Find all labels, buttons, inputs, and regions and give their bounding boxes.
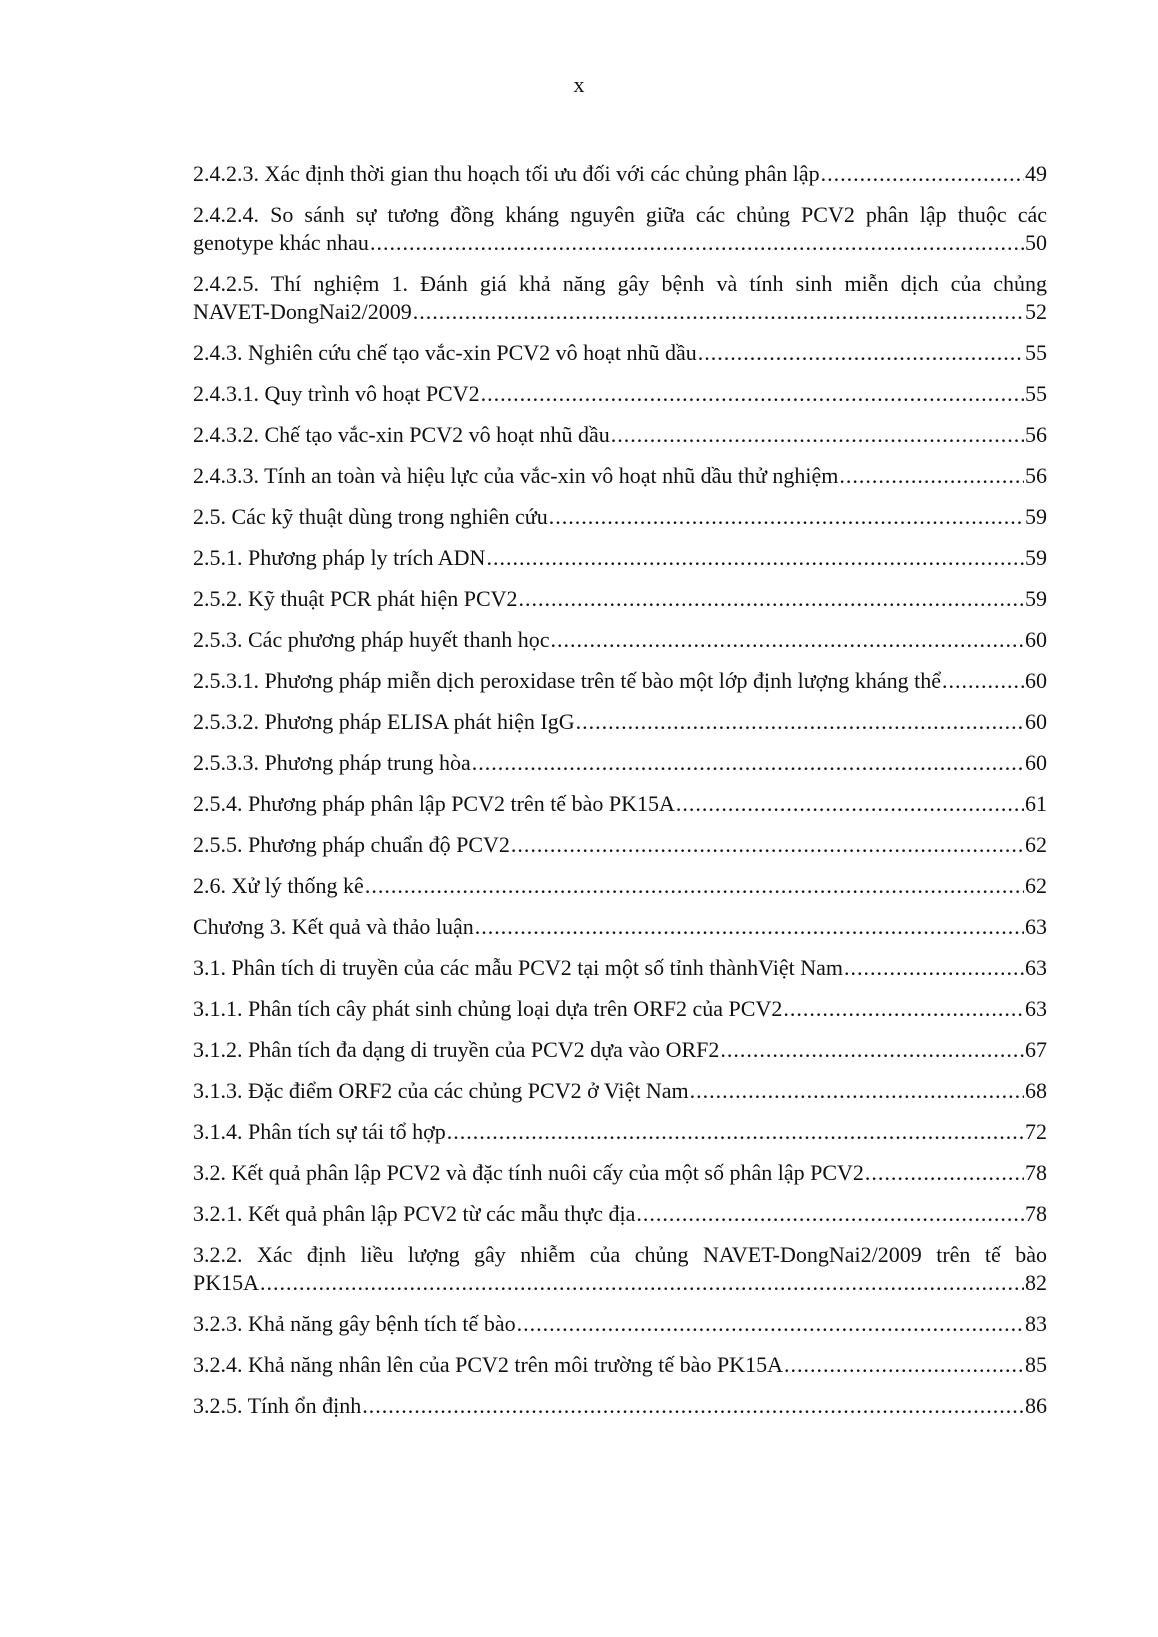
toc-entry-page: 67: [1025, 1037, 1047, 1062]
toc-entry[interactable]: [193, 790, 1047, 818]
toc-entry[interactable]: [193, 503, 1047, 531]
toc-entry-page: 60: [1025, 750, 1047, 775]
toc-entry[interactable]: [193, 462, 1047, 490]
toc-entry-title: 3.1. Phân tích di truyền của các mẫu PCV2 tại một số tỉnh thànhViệt Nam: [193, 955, 843, 980]
toc-entry[interactable]: [193, 1036, 1047, 1064]
dot-leader: [611, 421, 1024, 449]
dot-leader: [636, 1200, 1024, 1228]
toc-entry[interactable]: [193, 626, 1047, 654]
dot-leader: [362, 1392, 1024, 1420]
toc-entry[interactable]: [193, 270, 1047, 326]
dot-leader: [519, 585, 1024, 613]
dot-leader: [844, 954, 1024, 982]
dot-leader: [260, 1269, 1024, 1297]
toc-entry[interactable]: [193, 913, 1047, 941]
toc-entry[interactable]: [193, 667, 1047, 695]
toc-entry-page: 50: [1025, 230, 1047, 255]
toc-entry-title: 2.6. Xử lý thống kê: [193, 873, 364, 898]
toc-entry[interactable]: [193, 1351, 1047, 1379]
dot-leader: [511, 831, 1024, 859]
toc-entry-page: 63: [1025, 914, 1047, 939]
toc-entry[interactable]: [193, 160, 1047, 188]
toc-entry-page: 60: [1025, 627, 1047, 652]
toc-entry-title: 3.2.1. Kết quả phân lập PCV2 từ các mẫu thực địa: [193, 1201, 636, 1226]
dot-leader: [481, 380, 1024, 408]
dot-leader: [698, 339, 1024, 367]
toc-entry-title: 2.5.5. Phương pháp chuẩn độ PCV2: [193, 832, 510, 857]
toc-entry-page: 61: [1025, 791, 1047, 816]
toc-entry-title: 2.4.3.3. Tính an toàn và hiệu lực của vắc-xin vô hoạt nhũ dầu thử nghiệm: [193, 463, 839, 488]
toc-entry-page: 82: [1025, 1270, 1047, 1295]
toc-entry[interactable]: [193, 1241, 1047, 1297]
toc-entry-page: 55: [1025, 381, 1047, 406]
toc-entry-title: 2.4.2.3. Xác định thời gian thu hoạch tối ưu đối với các chủng phân lập: [193, 161, 820, 186]
toc-entry-page: 62: [1025, 873, 1047, 898]
page-number: x: [573, 72, 585, 97]
toc-entry-title: 2.5.4. Phương pháp phân lập PCV2 trên tế bào PK15A: [193, 791, 675, 816]
toc-entry-title: 3.2.4. Khả năng nhân lên của PCV2 trên môi trường tế bào PK15A: [193, 1352, 783, 1377]
toc-entry-title: 2.5.1. Phương pháp ly trích ADN: [193, 545, 486, 570]
toc-entry[interactable]: [193, 1392, 1047, 1420]
toc-entry-title: 2.5. Các kỹ thuật dùng trong nghiên cứu: [193, 504, 548, 529]
dot-leader: [551, 626, 1024, 654]
toc-entry-page: 85: [1025, 1352, 1047, 1377]
dot-leader: [472, 749, 1024, 777]
dot-leader: [784, 1351, 1024, 1379]
toc-entry-title: 3.1.2. Phân tích đa dạng di truyền của PCV2 dựa vào ORF2: [193, 1037, 720, 1062]
toc-entry[interactable]: [193, 995, 1047, 1023]
toc-entry-title: 2.4.2.5. Thí nghiệm 1. Đánh giá khả năng gây bệnh và tính sinh miễn dịch của chủng: [193, 271, 1047, 296]
toc-entry-title: 2.5.3. Các phương pháp huyết thanh học: [193, 627, 550, 652]
toc-entry[interactable]: [193, 339, 1047, 367]
dot-leader: [942, 667, 1024, 695]
toc-entry-title: 3.1.4. Phân tích sự tái tổ hợp: [193, 1119, 446, 1144]
dot-leader: [447, 1118, 1024, 1146]
dot-leader: [821, 160, 1024, 188]
dot-leader: [486, 544, 1024, 572]
toc-entry-title: 2.5.2. Kỹ thuật PCR phát hiện PCV2: [193, 586, 518, 611]
dot-leader: [475, 913, 1024, 941]
toc-entry-title: 3.2. Kết quả phân lập PCV2 và đặc tính nuôi cấy của một số phân lập PCV2: [193, 1160, 864, 1185]
toc-entry[interactable]: [193, 544, 1047, 572]
toc-entry-title: 2.4.3. Nghiên cứu chế tạo vắc-xin PCV2 vô hoạt nhũ dầu: [193, 340, 697, 365]
dot-leader: [370, 229, 1024, 257]
toc-entry[interactable]: [193, 201, 1047, 257]
toc-entry-page: 55: [1025, 340, 1047, 365]
toc-entry[interactable]: [193, 749, 1047, 777]
toc-entry-title: 2.5.3.1. Phương pháp miễn dịch peroxidase trên tế bào một lớp định lượng kháng thể: [193, 668, 941, 693]
toc-entry-title: 3.2.3. Khả năng gây bệnh tích tế bào: [193, 1311, 516, 1336]
dot-leader: [365, 872, 1024, 900]
toc-entry-page: 78: [1025, 1201, 1047, 1226]
toc-entry-page: 63: [1025, 955, 1047, 980]
toc-entry-page: 52: [1025, 299, 1047, 324]
toc-entry[interactable]: [193, 708, 1047, 736]
toc-entry-page: 59: [1025, 545, 1047, 570]
toc-entry-page: 56: [1025, 463, 1047, 488]
toc-entry-title: 3.2.5. Tính ổn định: [193, 1393, 362, 1418]
toc-entry-title: 3.1.1. Phân tích cây phát sinh chủng loại dựa trên ORF2 của PCV2: [193, 996, 783, 1021]
dot-leader: [690, 1077, 1024, 1105]
toc-entry-title-continued: NAVET-DongNai2/2009: [193, 299, 412, 324]
toc-entry-page: 60: [1025, 668, 1047, 693]
toc-entry-title: 2.5.3.3. Phương pháp trung hòa: [193, 750, 471, 775]
toc-entry-page: 59: [1025, 504, 1047, 529]
toc-entry-page: 78: [1025, 1160, 1047, 1185]
dot-leader: [549, 503, 1024, 531]
toc-entry-page: 83: [1025, 1311, 1047, 1336]
toc-entry-title: 2.4.3.1. Quy trình vô hoạt PCV2: [193, 381, 480, 406]
toc-entry[interactable]: [193, 1159, 1047, 1187]
toc-entry[interactable]: [193, 1077, 1047, 1105]
toc-entry-title: 2.4.3.2. Chế tạo vắc-xin PCV2 vô hoạt nhũ dầu: [193, 422, 610, 447]
dot-leader: [783, 995, 1024, 1023]
toc-entry-page: 72: [1025, 1119, 1047, 1144]
toc-entry-page: 63: [1025, 996, 1047, 1021]
toc-entry-page: 59: [1025, 586, 1047, 611]
dot-leader: [676, 790, 1024, 818]
toc-entry[interactable]: [193, 872, 1047, 900]
table-of-contents: [193, 160, 1047, 1433]
toc-entry-title-continued: genotype khác nhau: [193, 230, 369, 255]
toc-entry-title: 2.4.2.4. So sánh sự tương đồng kháng nguyên giữa các chủng PCV2 phân lập thuộc các: [193, 202, 1047, 227]
toc-entry-title: 2.5.3.2. Phương pháp ELISA phát hiện IgG: [193, 709, 575, 734]
toc-entry[interactable]: [193, 585, 1047, 613]
toc-entry[interactable]: [193, 954, 1047, 982]
toc-entry-page: 68: [1025, 1078, 1047, 1103]
toc-entry[interactable]: [193, 1310, 1047, 1338]
toc-entry-page: 49: [1025, 161, 1047, 186]
toc-entry[interactable]: [193, 380, 1047, 408]
toc-entry[interactable]: [193, 1118, 1047, 1146]
toc-entry-title-continued: PK15A: [193, 1270, 260, 1295]
toc-entry-page: 86: [1025, 1393, 1047, 1418]
toc-entry-page: 62: [1025, 832, 1047, 857]
dot-leader: [865, 1159, 1024, 1187]
dot-leader: [576, 708, 1024, 736]
dot-leader: [720, 1036, 1024, 1064]
toc-entry-page: 60: [1025, 709, 1047, 734]
toc-entry-title: 3.2.2. Xác định liều lượng gây nhiễm của chủng NAVET-DongNai2/2009 trên tế bào: [193, 1242, 1047, 1267]
dot-leader: [839, 462, 1024, 490]
toc-entry-title: 3.1.3. Đặc điểm ORF2 của các chủng PCV2 ở Việt Nam: [193, 1078, 689, 1103]
toc-entry[interactable]: [193, 421, 1047, 449]
dot-leader: [517, 1310, 1024, 1338]
dot-leader: [413, 298, 1024, 326]
toc-entry[interactable]: [193, 1200, 1047, 1228]
toc-entry[interactable]: [193, 831, 1047, 859]
toc-entry-page: 56: [1025, 422, 1047, 447]
toc-entry-title: Chương 3. Kết quả và thảo luận: [193, 914, 474, 939]
